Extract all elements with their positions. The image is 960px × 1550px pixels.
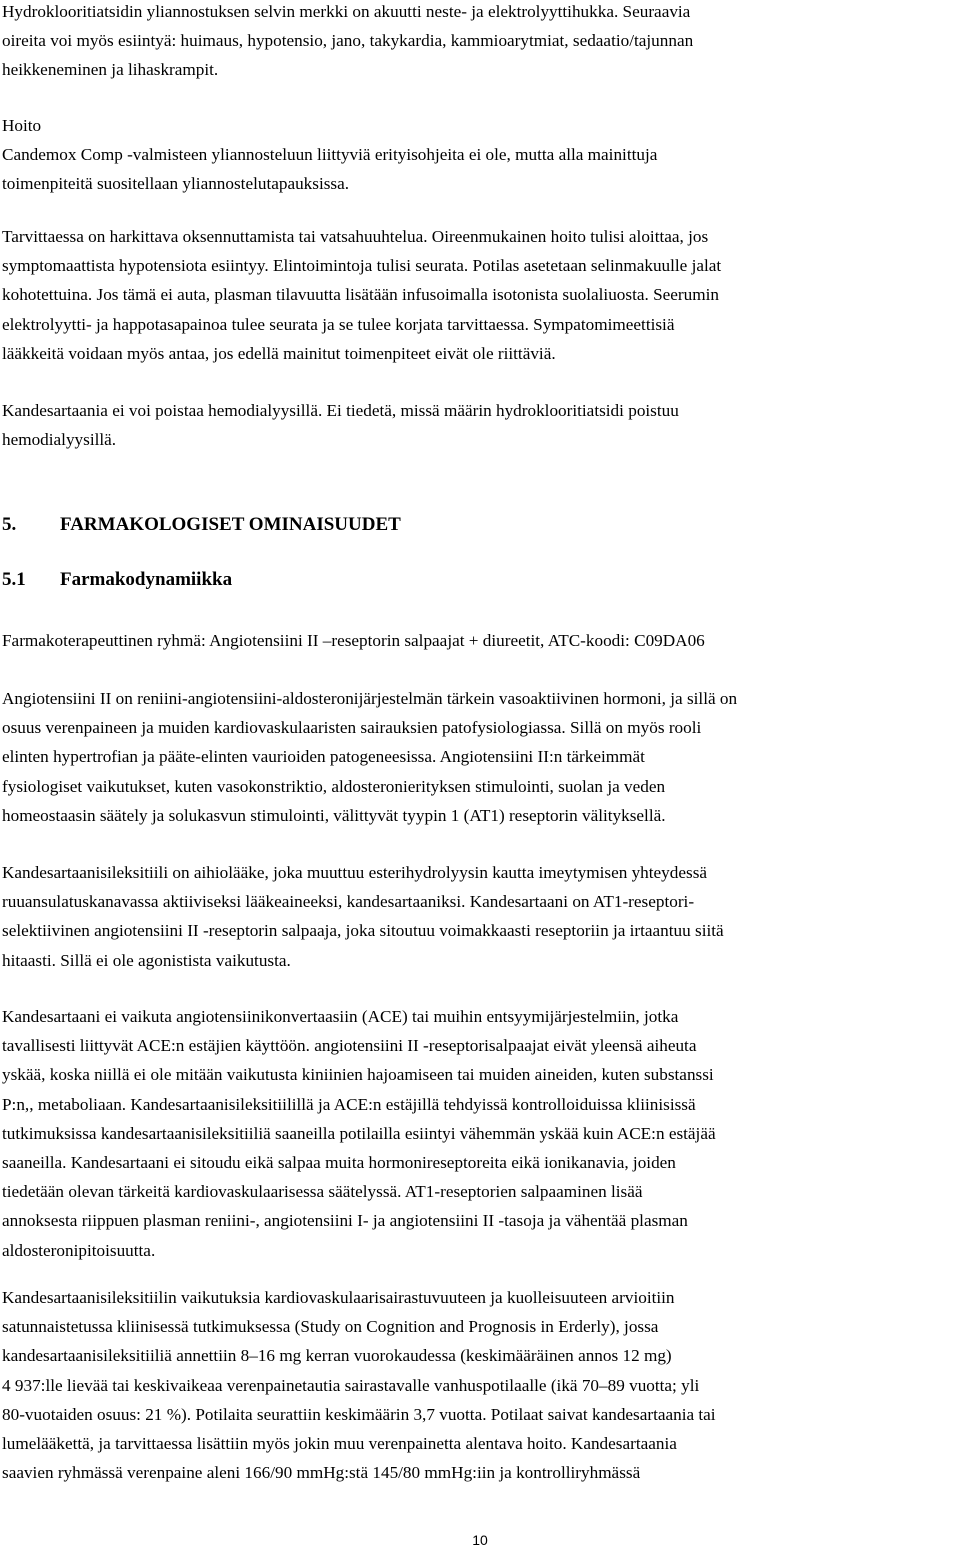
paragraph-overdose-symptoms xyxy=(2,0,958,85)
text-line: fysiologiset vaikutukset, kuten vasokonstriktio, aldosteronierityksen stimulointi, suolan ja veden xyxy=(2,776,666,796)
text-line: ruuansulatuskanavassa aktiiviseksi lääkeaineeksi, kandesartaaniksi. Kandesartaani on AT1-reseptori- xyxy=(2,892,695,912)
text-line: 4 937:lle lievää tai keskivaikeaa verenpainetautia sairastavalle vanhuspotilaalle (ikä 70–89 vuotta; yli xyxy=(2,1375,700,1395)
text-line: 80-vuotaiden osuus: 21 %). Potilaita seurattiin keskimäärin 3,7 vuotta. Potilaat saivat kandesartaania tai xyxy=(2,1404,716,1424)
text-line: Angiotensiini II on reniini-angiotensiini-aldosteronijärjestelmän tärkein vasoaktiivinen hormoni, ja sillä on xyxy=(2,689,738,708)
text-line: annoksesta riippuen plasman reniini-, angiotensiini I- ja angiotensiini II -tasoja ja vähentää plasman xyxy=(2,1211,688,1231)
paragraph-scope-study xyxy=(2,1283,958,1487)
text-line: homeostaasin säätely ja solukasvun stimulointi, välittyvät tyypin 1 (AT1) reseptorin välityksellä. xyxy=(2,805,666,825)
text-line: Kandesartaani ei vaikuta angiotensiinikonvertaasiin (ACE) tai muihin entsyymijärjestelmiin, jotka xyxy=(2,1007,679,1026)
paragraph-angiotensin xyxy=(2,684,958,830)
paragraph-pharmacotherapeutic-group xyxy=(2,626,958,655)
text-line: aldosteronipitoisuutta. xyxy=(2,1240,156,1260)
paragraph-treatment-measures xyxy=(2,222,958,368)
text-line: tavallisesti liittyvät ACE:n estäjien käyttöön. angiotensiini II -reseptorisalpaajat eivät yleensä aiheuta xyxy=(2,1036,697,1056)
text-line: elektrolyytti- ja happotasapainoa tulee seurata ja se tulee korjata tarvittaessa. Sympatomimeettisiä xyxy=(2,314,675,334)
page-number: 10 xyxy=(472,1532,488,1548)
paragraph-hoito xyxy=(2,111,958,199)
text-line: Hydroklooritiatsidin yliannostuksen selvin merkki on akuutti neste- ja elektrolyyttihukka. Seuraavia xyxy=(2,2,691,21)
text-line: yskää, koska niillä ei ole mitään vaikutusta kiniinien hajoamiseen tai muiden aineiden, kuten substanssi xyxy=(2,1065,714,1085)
text-line: lumelääkettä, ja tarvittaessa lisättiin myös jokin muu verenpainetta alentava hoito. Kandesartaania xyxy=(2,1433,677,1453)
section-heading-5 xyxy=(2,514,401,536)
text-line: Tarvittaessa on harkittava oksennuttamista tai vatsahuuhtelua. Oireenmukainen hoito tulisi aloittaa, jos xyxy=(2,227,709,246)
text-line: osuus verenpaineen ja muiden kardiovaskulaaristen sairauksien patofysiologiassa. Sillä on myös rooli xyxy=(2,718,702,738)
text-line: hemodialyysillä. xyxy=(2,430,117,450)
paragraph-ace xyxy=(2,1002,958,1265)
text-line: tutkimuksissa kandesartaanisileksitiiliä saaneilla potilailla esiintyi vähemmän yskää kuin ACE:n estäjää xyxy=(2,1123,716,1143)
text-line: Kandesartaanisileksitiili on aihiolääke, joka muuttuu esterihydrolyysin kautta imeytymisen yhteydessä xyxy=(2,863,708,882)
paragraph-prodrug xyxy=(2,858,958,975)
subheading-hoito: Hoito xyxy=(2,116,42,135)
section-number: 5. xyxy=(2,514,17,535)
text-line: toimenpiteitä suositellaan yliannostelutapauksissa. xyxy=(2,174,350,194)
paragraph-hemodialysis xyxy=(2,396,958,454)
section-number: 5.1 xyxy=(2,569,26,590)
text-line: saaneilla. Kandesartaani ei sitoudu eikä salpaa muita hormonireseptoreita eikä ionikanavia, joiden xyxy=(2,1152,676,1172)
text-line: Kandesartaanisileksitiilin vaikutuksia kardiovaskulaarisairastuvuuteen ja kuolleisuuteen arvioitiin xyxy=(2,1288,675,1307)
section-heading-5-1 xyxy=(2,569,232,591)
text-line: saavien ryhmässä verenpaine aleni 166/90 mmHg:stä 145/80 mmHg:iin ja kontrolliryhmässä xyxy=(2,1463,641,1483)
text-line: kandesartaanisileksitiiliä annettiin 8–16 mg kerran vuorokaudessa (keskimääräinen annos 12 mg) xyxy=(2,1346,672,1366)
text-line: P:n,, metaboliaan. Kandesartaanisileksitiilillä ja ACE:n estäjillä tehdyissä kontrolloiduissa kliinisissä xyxy=(2,1094,696,1114)
text-line: Farmakoterapeuttinen ryhmä: Angiotensiini II –reseptorin salpaajat + diureetit, ATC-koodi: C09DA06 xyxy=(2,631,705,650)
text-line: oireita voi myös esiintyä: huimaus, hypotensio, jano, takykardia, kammioarytmiat, sedaatio/tajunnan xyxy=(2,31,694,51)
text-line: hitaasti. Sillä ei ole agonistista vaikutusta. xyxy=(2,950,291,970)
text-line: Kandesartaania ei voi poistaa hemodialyysillä. Ei tiedetä, missä määrin hydroklooritiatsidi poistuu xyxy=(2,401,679,420)
section-title: FARMAKOLOGISET OMINAISUUDET xyxy=(60,514,401,535)
text-line: selektiivinen angiotensiini II -reseptorin salpaaja, joka sitoutuu voimakkaasti reseptoriin ja irtaantuu siitä xyxy=(2,921,724,941)
text-line: satunnaistetussa kliinisessä tutkimuksessa (Study on Cognition and Prognosis in Erderly), jossa xyxy=(2,1317,659,1337)
text-line: lääkkeitä voidaan myös antaa, jos edellä mainitut toimenpiteet eivät ole riittäviä. xyxy=(2,343,556,363)
text-line: elinten hypertrofian ja pääte-elinten vaurioiden patogeneesissa. Angiotensiini II:n tärkeimmät xyxy=(2,747,645,767)
text-line: symptomaattista hypotensiota esiintyy. Elintoimintoja tulisi seurata. Potilas asetetaan selinmakuulle jalat xyxy=(2,256,722,276)
text-line: kohotettuina. Jos tämä ei auta, plasman tilavuutta lisätään infusoimalla isotonista suolaliuosta. Seerumin xyxy=(2,285,719,305)
text-line: Candemox Comp -valmisteen yliannosteluun liittyviä erityisohjeita ei ole, mutta alla mainittuja xyxy=(2,145,658,165)
text-line: heikkeneminen ja lihaskrampit. xyxy=(2,60,219,80)
section-title: Farmakodynamiikka xyxy=(60,569,233,590)
text-line: tiedetään olevan tärkeitä kardiovaskulaarisessa säätelyssä. AT1-reseptorien salpaaminen lisää xyxy=(2,1182,643,1202)
